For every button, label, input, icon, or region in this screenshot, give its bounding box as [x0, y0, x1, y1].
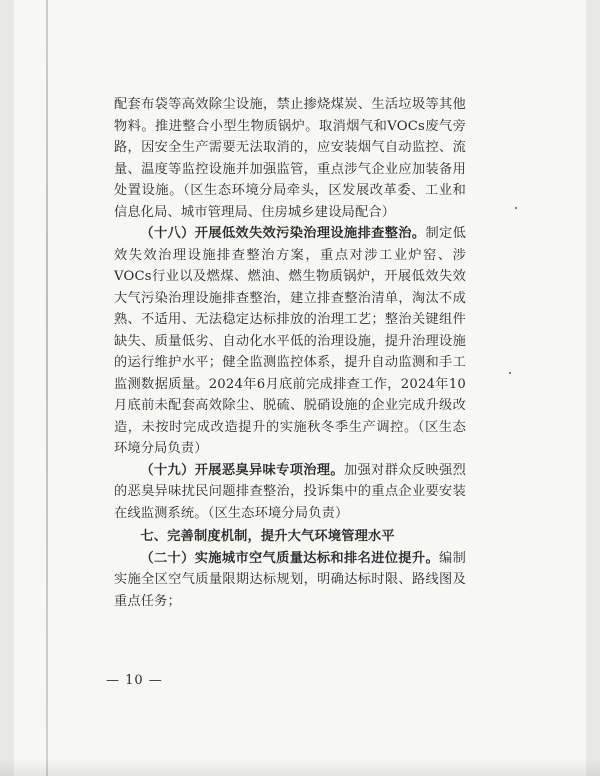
paragraph-body: 制定低效失效治理设施排查整治方案，重点对涉工业炉窑、涉VOCs行业以及燃煤、燃油、燃生物质锅炉，开展低效失效大气污染治理设施排查整治，建立排查整治清单，淘汰不成熟、不适用、无法稳定达标排放的治理工艺；整治关键组件缺失、质量低劣、自动化水平低的治理设施，提升治理设施的运行维护水平；健全监测监控体系，提升自动监测和手工监测数据质量。2024年6月底前完成排查工作，2024年10月底前未配套高效除尘、脱硫、脱硝设施的企业完成升级改造，未按时完成改造提升的实施秋冬季生产调控。（区生态环境分局负责） — [114, 226, 466, 456]
page-number: — 10 — — [106, 673, 163, 688]
scan-speck — [515, 207, 517, 209]
paragraph-lead: （二十）实施城市空气质量达标和排名进位提升。 — [140, 550, 440, 566]
paragraph-19 — [114, 460, 466, 525]
paragraph-lead: （十九）开展恶臭异味专项治理。 — [140, 462, 345, 478]
paragraph-lead: （十八）开展低效失效污染治理设施排查整治。 — [140, 226, 426, 241]
scan-speck — [509, 372, 511, 374]
paragraph-body: 配套布袋等高效除尘设施，禁止掺烧煤炭、生活垃圾等其他物料。推进整合小型生物质锅炉。取消烟气和VOCs废气旁路，因安全生产需要无法取消的，应安装烟气自动监控、流量、温度等监控设施并加强监管，重点涉气企业应加装备用处置设施。（区生态环境分局牵头，区发展改革委、工业和信息化局、城市管理局、住房城乡建设局配合） — [114, 97, 466, 220]
paragraph-20 — [114, 548, 466, 613]
binding-edge — [46, 0, 48, 776]
paragraph-body: 编制实施全区空气质量限期达标规划，明确达标时限、路线图及重点任务； — [114, 550, 466, 609]
page-shadow — [0, 758, 600, 776]
paragraph-continuation — [114, 94, 466, 223]
paragraph-body: 加强对群众反映强烈的恶臭异味扰民问题排查整治，投诉集中的重点企业要安装在线监测系统。（区生态环境分局负责） — [114, 462, 466, 521]
document-body — [114, 94, 466, 612]
paragraph-18 — [114, 223, 466, 460]
section-heading: 七、完善制度机制，提升大气环境管理水平 — [140, 529, 395, 544]
